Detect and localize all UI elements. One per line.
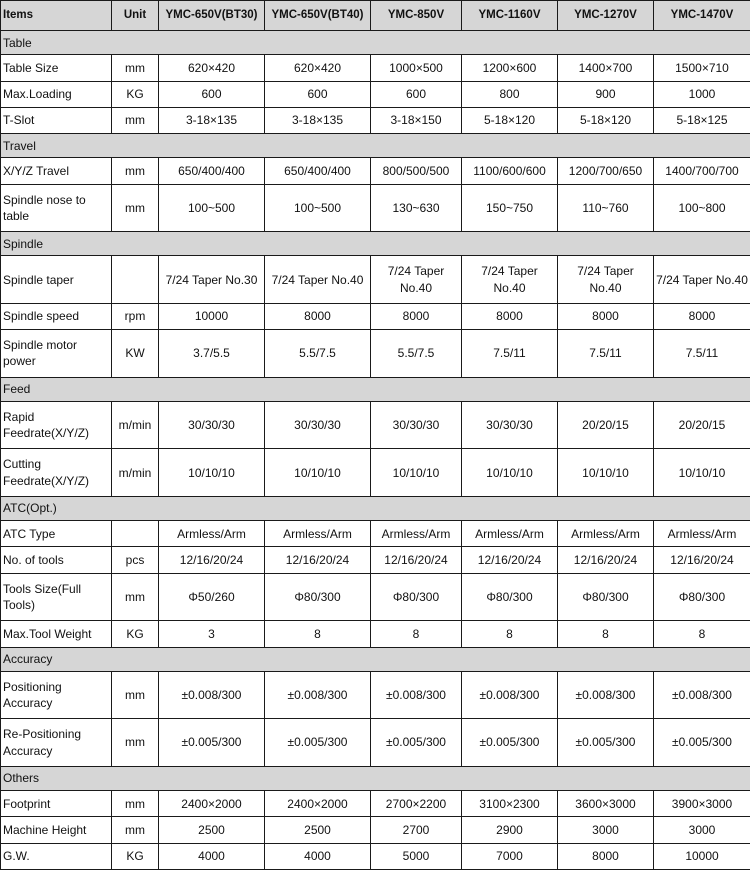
spec-name: Footprint — [1, 791, 112, 817]
spec-row — [1, 547, 750, 573]
spec-name: Re-Positioning Accuracy — [1, 719, 112, 767]
spec-value: 800/500/500 — [371, 158, 462, 184]
spec-unit: mm — [112, 107, 159, 133]
spec-value: Φ80/300 — [654, 573, 750, 621]
spec-unit: mm — [112, 55, 159, 81]
spec-value: 12/16/20/24 — [371, 547, 462, 573]
spec-row — [1, 521, 750, 547]
spec-value: 900 — [558, 81, 654, 107]
spec-value: 20/20/15 — [654, 401, 750, 449]
spec-row — [1, 817, 750, 843]
spec-value: 5.5/7.5 — [265, 330, 371, 378]
spec-value: 110~760 — [558, 184, 654, 232]
spec-unit: KG — [112, 843, 159, 869]
spec-value: 600 — [371, 81, 462, 107]
header-model: YMC-650V(BT30) — [159, 1, 265, 31]
spec-value: 10000 — [654, 843, 750, 869]
spec-row — [1, 158, 750, 184]
spec-name: G.W. — [1, 843, 112, 869]
spec-value: 2700×2200 — [371, 791, 462, 817]
spec-value: ±0.008/300 — [654, 671, 750, 719]
spec-unit: mm — [112, 158, 159, 184]
spec-row — [1, 719, 750, 767]
spec-value: ±0.005/300 — [558, 719, 654, 767]
spec-value: ±0.008/300 — [371, 671, 462, 719]
spec-table-header — [1, 1, 750, 31]
spec-value: 12/16/20/24 — [462, 547, 558, 573]
spec-value: 650/400/400 — [159, 158, 265, 184]
spec-value: ±0.008/300 — [265, 671, 371, 719]
spec-value: Armless/Arm — [654, 521, 750, 547]
spec-row — [1, 184, 750, 232]
spec-value: 2500 — [265, 817, 371, 843]
spec-value: 8 — [371, 621, 462, 647]
spec-value: 150~750 — [462, 184, 558, 232]
spec-value: 7/24 Taper No.40 — [558, 256, 654, 304]
spec-unit: KG — [112, 621, 159, 647]
spec-value: 12/16/20/24 — [265, 547, 371, 573]
spec-unit — [112, 521, 159, 547]
spec-value: 30/30/30 — [371, 401, 462, 449]
header-model: YMC-650V(BT40) — [265, 1, 371, 31]
spec-unit: m/min — [112, 449, 159, 497]
spec-name: Spindle nose to table — [1, 184, 112, 232]
spec-value: 8000 — [558, 843, 654, 869]
spec-unit: mm — [112, 573, 159, 621]
spec-value: 8 — [558, 621, 654, 647]
spec-row — [1, 107, 750, 133]
spec-value: 7000 — [462, 843, 558, 869]
spec-value: Φ80/300 — [462, 573, 558, 621]
spec-value: Armless/Arm — [462, 521, 558, 547]
spec-value: 600 — [159, 81, 265, 107]
section-row — [1, 766, 750, 790]
spec-value: 10/10/10 — [558, 449, 654, 497]
spec-value: 130~630 — [371, 184, 462, 232]
spec-value: 4000 — [159, 843, 265, 869]
header-model: YMC-1270V — [558, 1, 654, 31]
section-title: Travel — [1, 134, 750, 158]
spec-value: Φ80/300 — [265, 573, 371, 621]
spec-value: 3900×3000 — [654, 791, 750, 817]
spec-value: 8000 — [558, 303, 654, 329]
section-row — [1, 647, 750, 671]
spec-row — [1, 81, 750, 107]
section-row — [1, 377, 750, 401]
spec-row — [1, 256, 750, 304]
spec-name: Spindle motor power — [1, 330, 112, 378]
spec-value: 1100/600/600 — [462, 158, 558, 184]
spec-row — [1, 55, 750, 81]
spec-value: 3600×3000 — [558, 791, 654, 817]
spec-value: 10/10/10 — [371, 449, 462, 497]
spec-value: 2900 — [462, 817, 558, 843]
spec-value: 100~800 — [654, 184, 750, 232]
spec-value: Armless/Arm — [558, 521, 654, 547]
section-title: Feed — [1, 377, 750, 401]
spec-value: 8 — [654, 621, 750, 647]
spec-name: Max.Tool Weight — [1, 621, 112, 647]
spec-unit: mm — [112, 184, 159, 232]
spec-value: Φ80/300 — [371, 573, 462, 621]
spec-value: 2400×2000 — [265, 791, 371, 817]
spec-value: 12/16/20/24 — [654, 547, 750, 573]
spec-value: 3000 — [654, 817, 750, 843]
section-row — [1, 134, 750, 158]
spec-value: 7.5/11 — [462, 330, 558, 378]
spec-value: 5000 — [371, 843, 462, 869]
spec-name: Rapid Feedrate(X/Y/Z) — [1, 401, 112, 449]
spec-value: 7/24 Taper No.40 — [371, 256, 462, 304]
spec-value: ±0.008/300 — [462, 671, 558, 719]
section-title: Others — [1, 766, 750, 790]
spec-name: Machine Height — [1, 817, 112, 843]
spec-value: 8000 — [371, 303, 462, 329]
spec-value: 12/16/20/24 — [558, 547, 654, 573]
spec-value: 620×420 — [265, 55, 371, 81]
spec-row — [1, 791, 750, 817]
spec-value: 5-18×125 — [654, 107, 750, 133]
spec-unit: m/min — [112, 401, 159, 449]
spec-row — [1, 330, 750, 378]
spec-value: 3000 — [558, 817, 654, 843]
spec-value: 10/10/10 — [159, 449, 265, 497]
section-row — [1, 496, 750, 520]
spec-value: 4000 — [265, 843, 371, 869]
section-title: Spindle — [1, 232, 750, 256]
spec-value: 1200/700/650 — [558, 158, 654, 184]
spec-name: Spindle taper — [1, 256, 112, 304]
spec-value: 2700 — [371, 817, 462, 843]
spec-unit: mm — [112, 791, 159, 817]
spec-row — [1, 449, 750, 497]
spec-value: 7/24 Taper No.40 — [654, 256, 750, 304]
spec-unit — [112, 256, 159, 304]
spec-value: ±0.008/300 — [558, 671, 654, 719]
header-unit: Unit — [112, 1, 159, 31]
section-title: Accuracy — [1, 647, 750, 671]
header-model: YMC-1160V — [462, 1, 558, 31]
spec-name: Positioning Accuracy — [1, 671, 112, 719]
spec-name: X/Y/Z Travel — [1, 158, 112, 184]
spec-table-body — [1, 31, 750, 870]
spec-value: 1400×700 — [558, 55, 654, 81]
spec-row — [1, 401, 750, 449]
spec-value: Φ80/300 — [558, 573, 654, 621]
spec-name: Max.Loading — [1, 81, 112, 107]
spec-value: Armless/Arm — [159, 521, 265, 547]
section-row — [1, 31, 750, 55]
spec-value: 5.5/7.5 — [371, 330, 462, 378]
spec-unit: pcs — [112, 547, 159, 573]
spec-value: 620×420 — [159, 55, 265, 81]
spec-value: Armless/Arm — [265, 521, 371, 547]
spec-value: 10000 — [159, 303, 265, 329]
spec-value: 2400×2000 — [159, 791, 265, 817]
spec-value: Armless/Arm — [371, 521, 462, 547]
header-model: YMC-1470V — [654, 1, 750, 31]
spec-value: 20/20/15 — [558, 401, 654, 449]
spec-value: 8000 — [265, 303, 371, 329]
spec-name: T-Slot — [1, 107, 112, 133]
spec-value: 800 — [462, 81, 558, 107]
spec-name: Cutting Feedrate(X/Y/Z) — [1, 449, 112, 497]
spec-unit: mm — [112, 671, 159, 719]
spec-name: ATC Type — [1, 521, 112, 547]
spec-value: 30/30/30 — [462, 401, 558, 449]
spec-value: 8 — [265, 621, 371, 647]
spec-name: Table Size — [1, 55, 112, 81]
spec-value: 10/10/10 — [265, 449, 371, 497]
section-title: ATC(Opt.) — [1, 496, 750, 520]
header-row — [1, 1, 750, 31]
spec-value: 1000 — [654, 81, 750, 107]
spec-value: Φ50/260 — [159, 573, 265, 621]
section-row — [1, 232, 750, 256]
spec-unit: rpm — [112, 303, 159, 329]
spec-value: 10/10/10 — [462, 449, 558, 497]
header-model: YMC-850V — [371, 1, 462, 31]
spec-value: 3-18×135 — [159, 107, 265, 133]
header-items: Items — [1, 1, 112, 31]
spec-value: 3 — [159, 621, 265, 647]
spec-unit: mm — [112, 719, 159, 767]
spec-value: 600 — [265, 81, 371, 107]
spec-name: No. of tools — [1, 547, 112, 573]
spec-value: ±0.005/300 — [265, 719, 371, 767]
spec-value: 1000×500 — [371, 55, 462, 81]
spec-value: 100~500 — [265, 184, 371, 232]
spec-name: Tools Size(Full Tools) — [1, 573, 112, 621]
spec-row — [1, 303, 750, 329]
spec-value: 2500 — [159, 817, 265, 843]
spec-row — [1, 621, 750, 647]
spec-value: 12/16/20/24 — [159, 547, 265, 573]
spec-row — [1, 671, 750, 719]
spec-value: 1400/700/700 — [654, 158, 750, 184]
spec-value: 3-18×150 — [371, 107, 462, 133]
spec-value: 8000 — [654, 303, 750, 329]
spec-value: ±0.005/300 — [371, 719, 462, 767]
spec-value: 8000 — [462, 303, 558, 329]
spec-value: 5-18×120 — [558, 107, 654, 133]
spec-value: ±0.005/300 — [654, 719, 750, 767]
spec-value: 5-18×120 — [462, 107, 558, 133]
spec-value: 3100×2300 — [462, 791, 558, 817]
spec-value: ±0.005/300 — [159, 719, 265, 767]
spec-value: 7.5/11 — [558, 330, 654, 378]
spec-unit: mm — [112, 817, 159, 843]
spec-value: 1500×710 — [654, 55, 750, 81]
spec-value: 7/24 Taper No.40 — [462, 256, 558, 304]
spec-value: 10/10/10 — [654, 449, 750, 497]
spec-row — [1, 843, 750, 869]
spec-value: 7.5/11 — [654, 330, 750, 378]
spec-value: 650/400/400 — [265, 158, 371, 184]
spec-value: 30/30/30 — [265, 401, 371, 449]
spec-value: 1200×600 — [462, 55, 558, 81]
spec-unit: KW — [112, 330, 159, 378]
spec-value: 7/24 Taper No.30 — [159, 256, 265, 304]
spec-value: 7/24 Taper No.40 — [265, 256, 371, 304]
section-title: Table — [1, 31, 750, 55]
spec-row — [1, 573, 750, 621]
spec-value: 8 — [462, 621, 558, 647]
spec-value: 3-18×135 — [265, 107, 371, 133]
spec-name: Spindle speed — [1, 303, 112, 329]
spec-value: 30/30/30 — [159, 401, 265, 449]
spec-value: 3.7/5.5 — [159, 330, 265, 378]
spec-value: ±0.008/300 — [159, 671, 265, 719]
spec-value: 100~500 — [159, 184, 265, 232]
spec-value: ±0.005/300 — [462, 719, 558, 767]
spec-unit: KG — [112, 81, 159, 107]
